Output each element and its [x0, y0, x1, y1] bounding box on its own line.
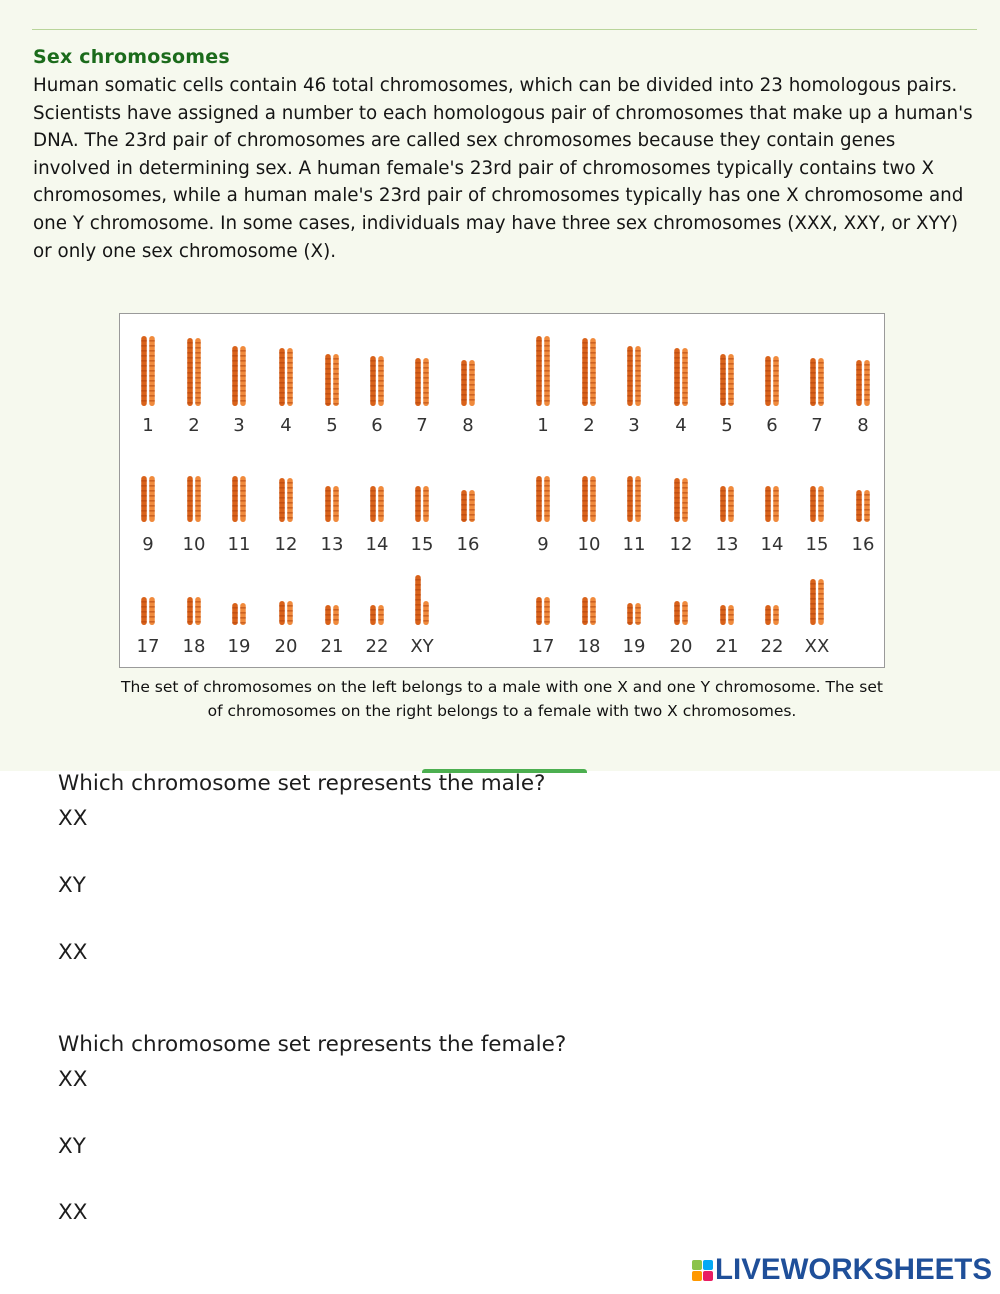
chromosome-pair-11 [232, 476, 246, 522]
chromatid [378, 356, 384, 406]
chromatid [461, 360, 467, 406]
chromosome-pair-6 [765, 356, 779, 406]
chromosome-pair-11 [627, 476, 641, 522]
chromatid [590, 597, 596, 625]
chromatid [141, 336, 147, 406]
chromosome-pair-21 [325, 605, 339, 625]
chromatid [864, 490, 870, 522]
chromatid [333, 486, 339, 522]
chromatid [149, 476, 155, 522]
chromosome-pair-7 [415, 358, 429, 406]
chromatid [370, 605, 376, 625]
chromatid [682, 348, 688, 406]
chromosome-label: 21 [715, 636, 739, 657]
chromosome-pair-17 [536, 597, 550, 625]
chromosome-label: 16 [851, 534, 875, 555]
chromosome-label: 5 [326, 415, 338, 436]
chromatid [544, 476, 550, 522]
chromatid [720, 605, 726, 625]
chromosome-label: 18 [577, 636, 601, 657]
chromatid [325, 605, 331, 625]
chromatid [682, 601, 688, 625]
chromosome-label: 9 [142, 534, 154, 555]
top-divider [32, 29, 977, 30]
chromatid [469, 360, 475, 406]
chromosome-label: 8 [857, 415, 869, 436]
chromatid [810, 579, 816, 625]
chromosome-pair-1 [141, 336, 155, 406]
chromatid [674, 348, 680, 406]
chromatid [279, 478, 285, 522]
chromatid [536, 336, 542, 406]
chromosome-pair-12 [674, 478, 688, 522]
chromatid [728, 486, 734, 522]
brand-mark-tile [703, 1260, 713, 1270]
chromosome-label: 18 [182, 636, 206, 657]
chromosome-label: 15 [805, 534, 829, 555]
chromosome-pair-16 [461, 490, 475, 522]
chromosome-label: 2 [583, 415, 595, 436]
chromosome-pair-2 [582, 338, 596, 406]
chromatid [864, 360, 870, 406]
chromosome-label: 15 [410, 534, 434, 555]
chromosome-pair-12 [279, 478, 293, 522]
chromatid [423, 486, 429, 522]
chromatid [582, 476, 588, 522]
chromatid [240, 603, 246, 625]
chromatid [674, 601, 680, 625]
chromosome-pair-13 [325, 486, 339, 522]
chromosome-pair-9 [536, 476, 550, 522]
chromosome-label: 14 [760, 534, 784, 555]
chromatid [635, 603, 641, 625]
chromosome-pair-20 [279, 601, 293, 625]
sex-chromosome-pair-xx [810, 579, 824, 625]
chromosome-pair-2 [187, 338, 201, 406]
chromosome-label: 6 [766, 415, 778, 436]
chromosome-label: 12 [669, 534, 693, 555]
chromatid [773, 486, 779, 522]
chromatid [856, 490, 862, 522]
chromatid [627, 603, 633, 625]
option-male-1[interactable]: XX [58, 806, 88, 831]
question-male: Which chromosome set represents the male? [58, 771, 546, 796]
chromatid [818, 579, 824, 625]
chromatid [370, 356, 376, 406]
chromosome-pair-21 [720, 605, 734, 625]
chromosome-label: 4 [280, 415, 292, 436]
liveworksheets-logo [692, 1254, 992, 1286]
chromosome-pair-7 [810, 358, 824, 406]
chromatid [415, 358, 421, 406]
chromatid [674, 478, 680, 522]
chromosome-pair-15 [810, 486, 824, 522]
chromatid [720, 486, 726, 522]
chromatid [728, 354, 734, 406]
chromosome-label: 20 [669, 636, 693, 657]
chromatid [720, 354, 726, 406]
chromatid [818, 358, 824, 406]
intro-paragraph: Human somatic cells contain 46 total chromosomes, which can be divided into 23 homologous pairs. Scientists have assigned a number to each homologous pair of chromosomes that make up a human's DNA. The 23rd pair of chromosomes are called sex chromosomes because they contain genes involved in determining sex. A human female's 23rd pair of chromosomes typically contains two X chromosomes, while a human male's 23rd pair of chromosomes typically has one X chromosome and one Y chromosome. In some cases, individuals may have three sex chromosomes (XXX, XXY, or XYY) or only one sex chromosome (X). [33, 75, 973, 262]
brand-mark-tile [703, 1271, 713, 1281]
chromosome-label: 9 [537, 534, 549, 555]
chromosome-pair-22 [765, 605, 779, 625]
chromatid [141, 476, 147, 522]
chromosome-pair-17 [141, 597, 155, 625]
chromatid [461, 490, 467, 522]
chromatid [149, 597, 155, 625]
chromatid [187, 338, 193, 406]
chromosome-label: 8 [462, 415, 474, 436]
chromosome-label: 4 [675, 415, 687, 436]
chromatid [232, 476, 238, 522]
chromatid [773, 356, 779, 406]
chromosome-pair-14 [370, 486, 384, 522]
chromatid [635, 476, 641, 522]
chromatid [415, 575, 421, 625]
chromosome-pair-3 [627, 346, 641, 406]
chromatid [627, 346, 633, 406]
chromatid [287, 478, 293, 522]
chromosome-pair-22 [370, 605, 384, 625]
chromosome-label: 3 [233, 415, 245, 436]
chromatid [370, 486, 376, 522]
chromatid [536, 476, 542, 522]
chromatid [287, 348, 293, 406]
chromatid [765, 356, 771, 406]
chromosome-label: 10 [577, 534, 601, 555]
chromosome-label: 16 [456, 534, 480, 555]
chromosome-label: XY [410, 636, 434, 657]
chromosome-label: 20 [274, 636, 298, 657]
chromatid [149, 336, 155, 406]
chromatid [333, 354, 339, 406]
karyotype-drawing [120, 314, 886, 669]
chromosome-pair-18 [582, 597, 596, 625]
chromosome-pair-4 [674, 348, 688, 406]
chromosome-label: 19 [227, 636, 251, 657]
chromatid [279, 348, 285, 406]
chromosome-label: 21 [320, 636, 344, 657]
chromatid [810, 358, 816, 406]
chromatid [423, 601, 429, 625]
chromosome-label: 7 [416, 415, 428, 436]
chromatid [627, 476, 633, 522]
chromosome-label: 19 [622, 636, 646, 657]
brand-mark-icon [692, 1260, 713, 1281]
chromosome-pair-16 [856, 490, 870, 522]
chromatid [195, 597, 201, 625]
chromosome-pair-19 [627, 603, 641, 625]
chromatid [378, 486, 384, 522]
chromatid [635, 346, 641, 406]
chromatid [810, 486, 816, 522]
chromosome-label: 13 [715, 534, 739, 555]
chromosome-label: 14 [365, 534, 389, 555]
chromatid [240, 346, 246, 406]
chromosome-label: 1 [537, 415, 549, 436]
chromatid [279, 601, 285, 625]
chromosome-pair-10 [187, 476, 201, 522]
chromosome-pair-14 [765, 486, 779, 522]
chromosome-label: 22 [365, 636, 389, 657]
option-female-3[interactable]: XX [58, 1200, 88, 1225]
chromatid [728, 605, 734, 625]
brand-name: LIVEWORKSHEETS [715, 1253, 992, 1286]
brand-mark-tile [692, 1271, 702, 1281]
chromosome-pair-4 [279, 348, 293, 406]
chromosome-label: 11 [227, 534, 251, 555]
chromatid [544, 336, 550, 406]
chromosome-pair-18 [187, 597, 201, 625]
chromosome-pair-13 [720, 486, 734, 522]
chromatid [544, 597, 550, 625]
chromosome-label: 5 [721, 415, 733, 436]
chromosome-label: 12 [274, 534, 298, 555]
chromatid [141, 597, 147, 625]
chromatid [232, 346, 238, 406]
option-female-1[interactable]: XX [58, 1067, 88, 1092]
chromosome-pair-9 [141, 476, 155, 522]
chromosome-label: XX [804, 636, 830, 657]
chromatid [240, 476, 246, 522]
option-male-3[interactable]: XX [58, 940, 88, 965]
chromosome-pair-20 [674, 601, 688, 625]
chromatid [232, 603, 238, 625]
chromatid [325, 354, 331, 406]
chromatid [287, 601, 293, 625]
chromosome-pair-6 [370, 356, 384, 406]
chromosome-label: 13 [320, 534, 344, 555]
chromosome-pair-19 [232, 603, 246, 625]
chromosome-label: 11 [622, 534, 646, 555]
chromatid [195, 476, 201, 522]
chromosome-label: 6 [371, 415, 383, 436]
brand-mark-tile [692, 1260, 702, 1270]
chromatid [765, 605, 771, 625]
chromosome-label: 3 [628, 415, 640, 436]
chromatid [187, 476, 193, 522]
chromosome-pair-1 [536, 336, 550, 406]
chromatid [590, 476, 596, 522]
chromatid [325, 486, 331, 522]
question-female: Which chromosome set represents the female? [58, 1032, 567, 1057]
chromatid [682, 478, 688, 522]
chromatid [423, 358, 429, 406]
chromosome-label: 17 [531, 636, 555, 657]
chromatid [582, 338, 588, 406]
chromatid [187, 597, 193, 625]
chromatid [765, 486, 771, 522]
karyotype-figure [119, 313, 885, 668]
chromosome-pair-8 [461, 360, 475, 406]
chromosome-pair-15 [415, 486, 429, 522]
chromosome-pair-5 [325, 354, 339, 406]
chromatid [415, 486, 421, 522]
chromatid [773, 605, 779, 625]
figure-caption: The set of chromosomes on the left belongs to a male with one X and one Y chromosome. The set of chromosomes on the right belongs to a female with two X chromosomes. [121, 678, 883, 720]
chromatid [818, 486, 824, 522]
chromosome-pair-5 [720, 354, 734, 406]
chromatid [590, 338, 596, 406]
chromosome-pair-10 [582, 476, 596, 522]
chromatid [333, 605, 339, 625]
section-heading: Sex chromosomes [33, 46, 230, 68]
chromatid [469, 490, 475, 522]
chromatid [582, 597, 588, 625]
chromosome-label: 10 [182, 534, 206, 555]
option-female-2[interactable]: XY [58, 1134, 86, 1159]
chromatid [195, 338, 201, 406]
chromatid [856, 360, 862, 406]
chromosome-label: 2 [188, 415, 200, 436]
chromosome-label: 17 [136, 636, 160, 657]
chromosome-label: 1 [142, 415, 154, 436]
option-male-2[interactable]: XY [58, 873, 86, 898]
chromatid [378, 605, 384, 625]
chromatid [536, 597, 542, 625]
chromosome-pair-8 [856, 360, 870, 406]
chromosome-label: 7 [811, 415, 823, 436]
chromosome-pair-3 [232, 346, 246, 406]
sex-chromosome-pair-xy [415, 575, 429, 625]
chromosome-label: 22 [760, 636, 784, 657]
